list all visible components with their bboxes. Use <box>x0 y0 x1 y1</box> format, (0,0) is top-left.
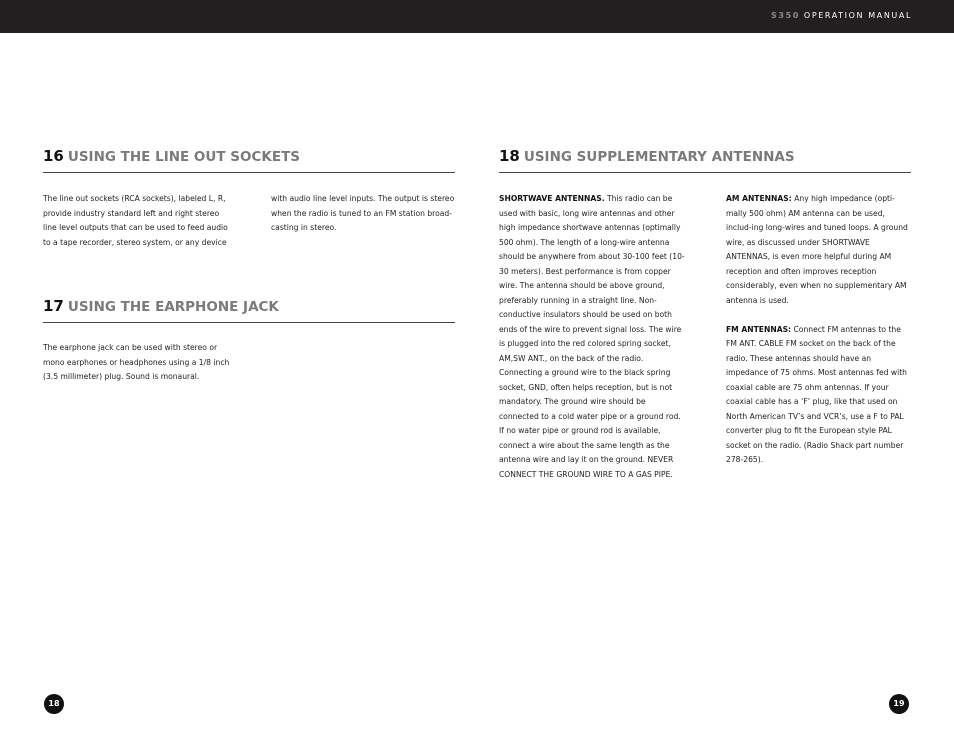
manual-title-text: OPERATION MANUAL <box>803 11 912 20</box>
am-paragraph <box>726 192 912 308</box>
section-17-col1 <box>43 341 231 385</box>
section-16-title: USING THE LINE OUT SOCKETS <box>67 149 301 165</box>
fm-paragraph <box>726 323 912 468</box>
section-17-title: USING THE EARPHONE JACK <box>67 299 279 315</box>
header-bar <box>0 0 954 33</box>
fm-lead: FM ANTENNAS: <box>726 324 792 334</box>
section-16-text-2: with audio line level inputs. The output is stereo when the radio is tuned to an FM station broad-casting in stereo. <box>271 194 455 232</box>
am-lead: AM ANTENNAS: <box>726 194 792 203</box>
section-18-title: USING SUPPLEMENTARY ANTENNAS <box>523 149 795 165</box>
section-16-col2 <box>271 192 455 236</box>
section-18-heading <box>499 146 911 173</box>
section-17-number: 17 <box>43 297 64 315</box>
section-17-text: The earphone jack can be used with stereo or mono earphones or headphones using a 1/8 inch (3.5 millimeter) plug. Sound is monaural. <box>43 343 230 381</box>
section-17-heading <box>43 296 455 323</box>
section-16-heading <box>43 146 455 173</box>
section-18-col2 <box>726 192 912 468</box>
shortwave-lead: SHORTWAVE ANTENNAS. <box>499 194 605 203</box>
fm-text: Connect FM antennas to the FM ANT. CABLE FM socket on the back of the radio. These antennas should have an impedance of 75 ohms. Most antennas fed with coaxial cable are 75 ohm antennas. If your coaxial cable has a ‘F’ plug, like that used on North American TV’s and VCR’s, use a F to PAL converter plug to fit the European style PAL socket on the radio. (Radio Shack part number 278-265). <box>726 324 907 464</box>
shortwave-paragraph <box>499 192 685 482</box>
section-18-number: 18 <box>499 147 520 165</box>
am-text: Any high impedance (opti-mally 500 ohm) AM antenna can be used, includ-ing long-wires and tuned loops. A ground wire, as discussed under SHORTWAVE ANTENNAS, is even more helpful during AM reception and often improves reception considerably, even when no supplementary AM antenna is used. <box>726 194 908 305</box>
page-number-right: 19 <box>889 694 909 714</box>
section-16-number: 16 <box>43 147 64 165</box>
page-number-left: 18 <box>44 694 64 714</box>
shortwave-text: This radio can be used with basic, long wire antennas and other high impedance shortwave antennas (optimally 500 ohm). The length of a long-wire antenna should be anywhere from about 30-100 feet (10-30 meters). Best performance is from copper wire. The antenna should be above ground, preferably running in a straight line. Non-conductive insulators should be used on both ends of the wire to prevent signal loss. The wire is plugged into the red colored spring socket, AM,SW ANT., on the back of the radio. Connecting a ground wire to the black spring socket, GND, often helps reception, but is not mandatory. The ground wire should be connected to a cold water pipe or a ground rod. If no water pipe or ground rod is available, connect a wire about the same length as the antenna wire and lay it on the ground. NEVER CONNECT THE GROUND WIRE TO A GAS PIPE. <box>499 194 685 479</box>
manual-title <box>771 11 912 20</box>
section-18-col1 <box>499 192 685 482</box>
section-16-text-1: The line out sockets (RCA sockets), labeled L, R, provide industry standard left and right stereo line level outputs that can be used to feed audio to a tape recorder, stereo system, or any device <box>43 194 228 247</box>
section-16-col1 <box>43 192 229 250</box>
model-name: S350 <box>771 11 800 20</box>
